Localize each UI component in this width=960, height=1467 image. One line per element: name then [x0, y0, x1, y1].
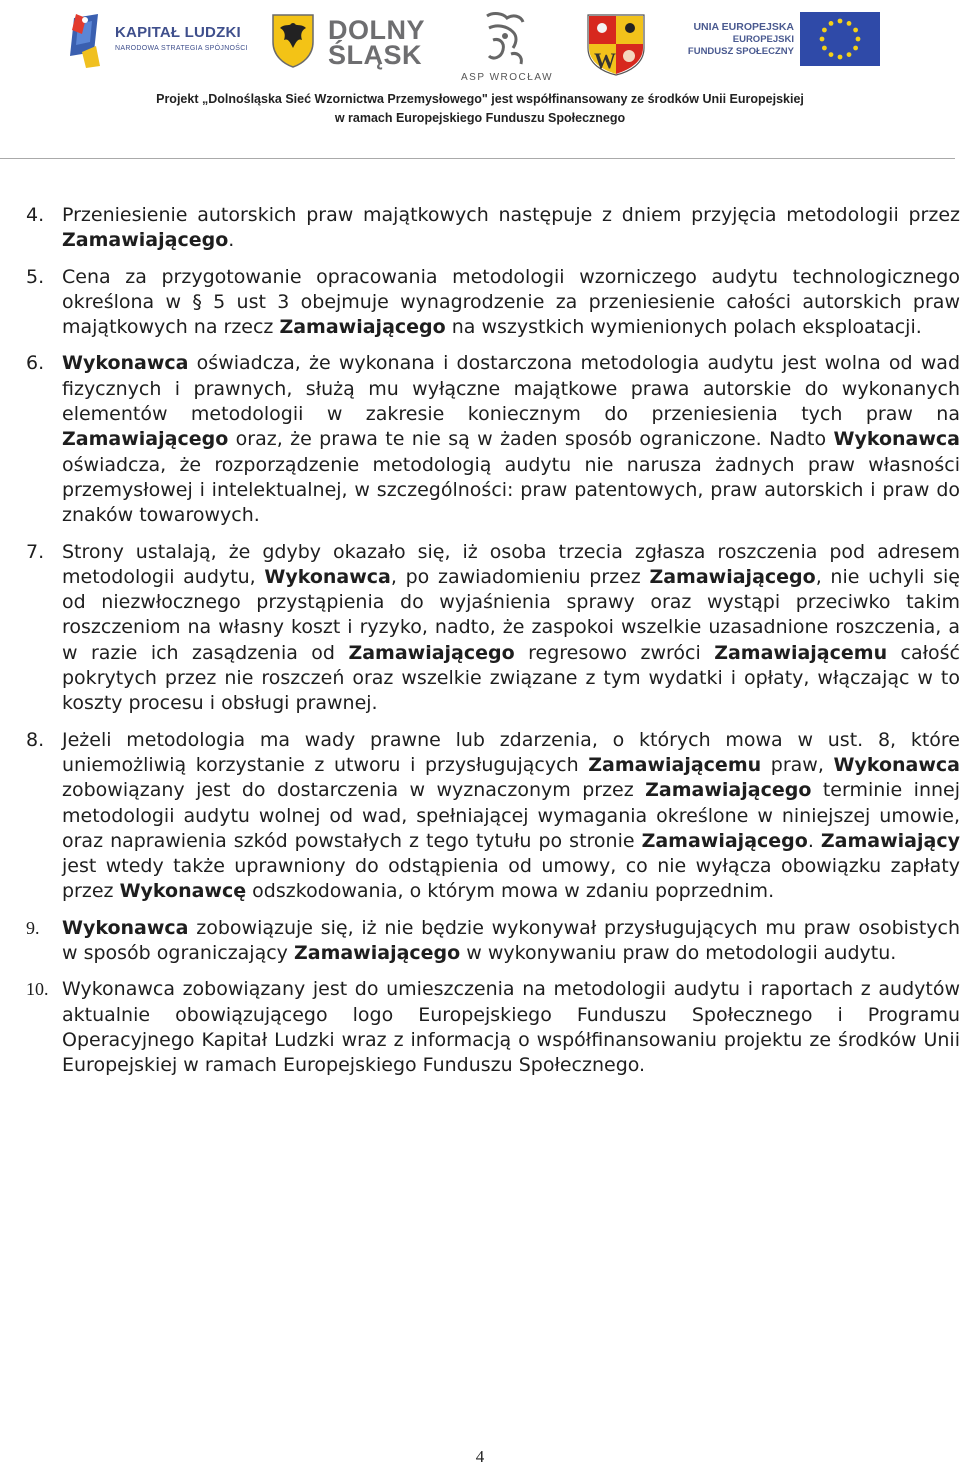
clause-text-segment: jest wtedy także uprawniony do odstąpienia od umowy, co nie wyłącza obowiązku zapłaty przez: [62, 855, 960, 903]
clause-item: [26, 540, 960, 717]
clause-number: 10.: [26, 979, 49, 1000]
clause-text-segment: oraz, że prawa te nie są w żaden sposób ograniczone. Nadto: [228, 428, 834, 451]
eu-efs-text: [688, 21, 794, 59]
clause-text: [62, 265, 960, 341]
clause-text-segment: Strony ustalają, że gdyby okazało się, iż osoba trzecia zgłasza roszczenia pod adresem metodologii audytu,: [62, 540, 960, 588]
eu-line1: UNIA EUROPEJSKA: [693, 21, 794, 33]
clause-number: 8.: [26, 728, 45, 751]
wroclaw-coat-of-arms: [585, 12, 647, 76]
clause-text-segment: zobowiązany jest do dostarczenia w wyznaczonym przez: [62, 779, 646, 802]
clause-text-segment: na wszystkich wymienionych polach eksploatacji.: [445, 316, 922, 339]
clause-text-segment: .: [228, 229, 235, 252]
clause-text-segment: Wykonawca zobowiązany jest do umieszczenia na metodologii audytu i raportach z audytów aktualnie obowiązującego logo Europejskiego Funduszu Społecznego i Programu Operacyjnego Kapitał Ludzki wraz z informacją o współfinansowaniu projektu ze środków Unii Europejskiej w ramach Europejskiego Funduszu Społecznego.: [62, 978, 960, 1077]
clause-item: [26, 977, 960, 1078]
kapital-ludzki-subtitle: NARODOWA STRATEGIA SPÓJNOŚCI: [115, 45, 248, 52]
party-name: Zamawiającego: [641, 829, 808, 852]
dolny-slask-logo: [270, 12, 435, 72]
contract-clauses-list: [26, 203, 960, 1079]
clause-text-segment: w wykonywaniu praw do metodologii audytu.: [460, 942, 897, 965]
clause-text-segment: .: [807, 829, 821, 852]
eu-line2: EUROPEJSKI: [732, 33, 794, 45]
clause-text-segment: całość pokrytych przez nie roszczeń oraz wszelkie związane z tym wydatki i opłaty, włączając w to koszty procesu i obsługi prawnej.: [62, 641, 960, 715]
clause-item: [26, 265, 960, 341]
party-name: Zamawiającego: [279, 316, 446, 339]
eu-line3: FUNDUSZ SPOŁECZNY: [687, 46, 794, 57]
clause-number: 7.: [26, 540, 45, 563]
clause-text-segment: oświadcza, że rozporządzenie metodologią audytu nie narusza żadnych praw własności przemysłowej i intelektualnej, w szczególności: praw patentowych, praw autorskich i praw do znaków towarowych.: [62, 453, 960, 527]
party-name: Zamawiającemu: [714, 641, 888, 664]
party-name: Wykonawca: [833, 753, 960, 776]
party-name: Wykonawcę: [119, 880, 247, 903]
clause-number: 5.: [26, 265, 45, 288]
kapital-ludzki-logo: [68, 12, 248, 72]
document-header: [0, 0, 960, 160]
clause-item: [26, 916, 960, 967]
dolny-slask-line2: ŚLĄSK: [328, 40, 423, 70]
wroclaw-crest-icon: [585, 12, 647, 76]
kapital-ludzki-emblem-icon: [68, 12, 112, 68]
clause-item: [26, 351, 960, 528]
clause-text: [62, 728, 960, 905]
clause-text: [62, 203, 960, 254]
clause-text-segment: zobowiązuje się, iż nie będzie wykonywał przysługujących mu praw osobistych w sposób ograniczający: [62, 916, 960, 965]
party-name: Zamawiający: [820, 829, 960, 852]
asp-emblem-icon: [455, 10, 555, 70]
party-name: Wykonawca: [264, 565, 391, 588]
party-name: Wykonawca: [62, 916, 189, 939]
coat-of-arms-eagle-icon: [270, 12, 316, 68]
dolny-slask-line1: DOLNY: [328, 15, 425, 45]
party-name: Wykonawca: [833, 428, 960, 451]
clause-item: [26, 203, 960, 254]
clause-text: [62, 916, 960, 967]
party-name: Zamawiającego: [62, 229, 229, 252]
party-name: Zamawiającego: [293, 942, 461, 965]
party-name: Wykonawca: [62, 352, 189, 375]
eu-efs-logo: [687, 12, 880, 68]
clause-text-segment: praw,: [761, 753, 834, 776]
header-divider: [0, 158, 955, 159]
clause-number: 9.: [26, 917, 40, 938]
clause-text: [62, 977, 960, 1078]
clause-text-segment: , po zawiadomieniu przez: [390, 565, 650, 588]
party-name: Zamawiającego: [348, 641, 515, 664]
project-note-line2: w ramach Europejskiego Funduszu Społecznego: [334, 111, 626, 125]
page-number: 4: [475, 1447, 485, 1466]
svg-text:W: W: [594, 48, 616, 73]
clause-text: [62, 540, 960, 717]
clause-number: 4.: [26, 204, 45, 226]
clause-text-segment: terminie innej metodologii audytu wolnej od wad, spełniającej wymagania określone w niniejszej umowie, oraz naprawienia szkód powstałych z tego tytułu po stronie: [62, 779, 960, 852]
project-note-line1: Projekt „Dolnośląska Sieć Wzornictwa Przemysłowego" jest współfinansowany ze środków Unii Europejskiej: [156, 92, 804, 106]
clause-text-segment: Cena za przygotowanie opracowania metodologii wzorniczego audytu technologicznego określona w § 5 ust 3 obejmuje wynagrodzenie za przeniesienie całości autorskich praw majątkowych na rzecz: [62, 265, 960, 339]
clause-text-segment: Jeżeli metodologia ma wady prawne lub zdarzenia, o których mowa w ust. 8, które uniemożliwią korzystanie z utworu i przysługujących: [62, 728, 960, 776]
asp-wroclaw-text: ASP WROCŁAW: [461, 72, 554, 83]
party-name: Zamawiającego: [62, 428, 229, 451]
clause-text-segment: oświadcza, że wykonana i dostarczona metodologia audytu jest wolna od wad fizycznych i prawnych, służą mu wyłączne majątkowe prawa autorskie do wykonanych elementów metodologii w zakresie koniecznym do przeniesienia tych praw na: [62, 352, 960, 426]
clause-text-segment: , nie uchyli się od niezwłocznego przystąpienia do wyjaśnienia sprawy oraz wystąpi przeciwko takim roszczeniom na własny koszt i ryzyko, nadto, że zaspokoi wszelkie uzasadnione roszczenia, a w razie ich zasądzenia od: [62, 565, 960, 664]
kapital-ludzki-title: KAPITAŁ LUDZKI: [115, 24, 241, 41]
party-name: Zamawiającego: [645, 779, 812, 802]
clause-text-segment: Przeniesienie autorskich praw majątkowych następuje z dniem przyjęcia metodologii przez: [62, 204, 960, 226]
clause-item: [26, 728, 960, 905]
party-name: Zamawiającemu: [588, 753, 762, 776]
clause-number: 6.: [26, 352, 45, 375]
asp-wroclaw-logo: [455, 10, 555, 88]
clause-text-segment: regresowo zwróci: [514, 641, 715, 664]
clause-text: [62, 351, 960, 528]
clause-text-segment: odszkodowania, o którym mowa w zdaniu poprzednim.: [246, 880, 775, 903]
eu-flag-icon: [800, 12, 880, 66]
party-name: Zamawiającego: [649, 565, 816, 588]
